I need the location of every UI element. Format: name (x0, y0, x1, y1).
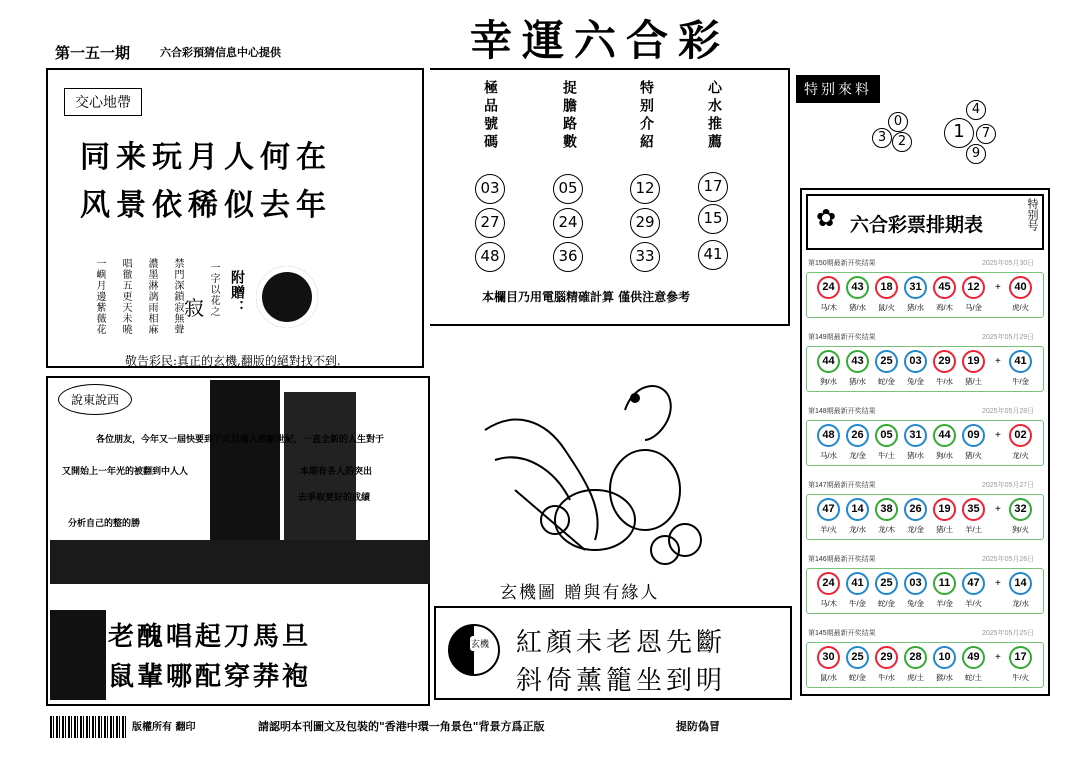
zodiac-label: 蛇/金 (848, 673, 867, 682)
result-ball: 31 (904, 276, 927, 299)
result-ball: 18 (875, 276, 898, 299)
result-ball: 29 (875, 646, 898, 669)
result-ball: 49 (962, 646, 985, 669)
city-image (50, 540, 430, 584)
scribble-line: 本期有各人的突出 (300, 467, 373, 477)
scribble-line: 又開始上一年光的被翻到中人人 (62, 467, 189, 477)
zodiac-label: 蛇/土 (964, 673, 983, 682)
zodiac-label: 羊/火 (964, 599, 983, 608)
zodiac-label: 猪/水 (848, 303, 867, 312)
zodiac-label: 马/水 (819, 451, 838, 460)
zodiac-label: 猪/土 (935, 525, 954, 534)
plus-sign: + (995, 578, 1001, 589)
plus-sign: + (995, 282, 1001, 293)
result-ball: 43 (846, 350, 869, 373)
notice-text: 敬告彩民:真正的玄機,翻版的絕對找不到. (125, 354, 341, 368)
result-title: 第146期最新开奖结果 (808, 556, 876, 563)
plus-sign: + (995, 652, 1001, 663)
number-circle: 24 (553, 208, 583, 238)
disclaimer: 本欄目乃用電腦精確計算 僅供注意參考 (482, 290, 691, 304)
zodiac-label: 马/金 (964, 303, 983, 312)
zodiac-label: 牛/水 (935, 377, 954, 386)
special-ball: 17 (1009, 646, 1032, 669)
zodiac-label: 龙/金 (848, 451, 867, 460)
number-circle: 15 (698, 204, 728, 234)
result-title: 第148期最新开奖结果 (808, 408, 876, 415)
special-digit: 7 (976, 124, 996, 144)
zodiac-label: 猴/水 (935, 673, 954, 682)
special-ball: 14 (1009, 572, 1032, 595)
frog-icon: ✿ (816, 204, 837, 232)
number-circle: 12 (630, 174, 660, 204)
scribble-line: 去爭取更好的成績 (298, 493, 371, 503)
result-ball: 19 (933, 498, 956, 521)
result-ball: 25 (875, 572, 898, 595)
result-date: 2025年05月29日 (982, 334, 1035, 341)
special-number-label: 特别号 (1026, 198, 1039, 231)
zodiac-label: 猪/水 (848, 377, 867, 386)
special-ball: 02 (1009, 424, 1032, 447)
result-ball: 35 (962, 498, 985, 521)
result-ball: 45 (933, 276, 956, 299)
zodiac-label: 猪/水 (906, 303, 925, 312)
result-ball: 47 (817, 498, 840, 521)
result-ball: 19 (962, 350, 985, 373)
result-ball: 12 (962, 276, 985, 299)
result-ball: 24 (817, 572, 840, 595)
zodiac-label: 狗/水 (935, 451, 954, 460)
one-char-hint: 一字以花之 (208, 262, 219, 317)
special-ball: 41 (1009, 350, 1032, 373)
result-ball: 10 (933, 646, 956, 669)
result-title: 第150期最新开奖结果 (808, 260, 876, 267)
zodiac-label: 牛/金 (1011, 377, 1030, 386)
old-poem-line-1: 老醜唱起刀馬旦 (108, 622, 312, 652)
col-heading-1: 極品號碼 (482, 80, 498, 152)
footer-warning: 提防偽冒 (676, 720, 720, 733)
zodiac-label: 鼠/水 (819, 673, 838, 682)
section-tag-heart: 交心地帶 (64, 88, 142, 116)
zodiac-label: 狗/水 (819, 377, 838, 386)
zodiac-label: 牛/土 (877, 451, 896, 460)
result-ball: 25 (875, 350, 898, 373)
result-row (806, 642, 1044, 688)
taiji-label: 玄機 (470, 636, 490, 651)
scribble-line: 分析自己的整的勝 (68, 519, 141, 529)
zodiac-label: 虎/火 (1011, 303, 1030, 312)
vegetable-pile-drawing (485, 386, 701, 564)
result-row (806, 420, 1044, 466)
result-row (806, 346, 1044, 392)
zodiac-label: 龙/木 (877, 525, 896, 534)
issue-number: 第一五一期 (55, 44, 131, 62)
result-row (806, 568, 1044, 614)
number-circle: 17 (698, 172, 728, 202)
plus-sign: + (995, 430, 1001, 441)
gift-char: 寂 (184, 296, 204, 320)
result-row (806, 272, 1044, 318)
result-ball: 31 (904, 424, 927, 447)
zodiac-label: 羊/金 (935, 599, 954, 608)
zodiac-label: 牛/金 (848, 599, 867, 608)
col-heading-4: 心水推薦 (706, 80, 722, 152)
result-ball: 11 (933, 572, 956, 595)
zodiac-label: 兔/金 (906, 599, 925, 608)
zodiac-label: 猪/土 (964, 377, 983, 386)
small-col-4: 一嶼月邊紫薇花 (94, 258, 105, 335)
special-digit: 0 (888, 112, 908, 132)
zodiac-label: 龙/金 (906, 525, 925, 534)
white-strip (88, 584, 428, 612)
zodiac-label: 牛/火 (1011, 673, 1030, 682)
result-title: 第145期最新开奖结果 (808, 630, 876, 637)
zodiac-label: 蛇/金 (877, 599, 896, 608)
special-digit: 2 (892, 132, 912, 152)
footer-notice: 請認明本刊圖文及包裝的"香港中環一角景色"背景方爲正版 (258, 720, 545, 733)
result-ball: 41 (846, 572, 869, 595)
small-col-2: 濃墨淋漓雨相麻 (146, 258, 157, 335)
plus-sign: + (995, 504, 1001, 515)
zodiac-label: 鼠/火 (877, 303, 896, 312)
special-ball: 40 (1009, 276, 1032, 299)
number-circle: 05 (553, 174, 583, 204)
result-ball: 26 (904, 498, 927, 521)
result-title: 第149期最新开奖结果 (808, 334, 876, 341)
zodiac-label: 龙/水 (1011, 599, 1030, 608)
number-circle: 48 (475, 242, 505, 272)
number-circle: 27 (475, 208, 505, 238)
bottom-poem-line-1: 紅顏未老恩先斷 (516, 628, 727, 658)
result-ball: 48 (817, 424, 840, 447)
zodiac-label: 猪/水 (906, 451, 925, 460)
result-ball: 24 (817, 276, 840, 299)
small-col-3: 唱徹五更天未曉 (120, 258, 131, 335)
zodiac-label: 猪/火 (964, 451, 983, 460)
result-title: 第147期最新开奖结果 (808, 482, 876, 489)
result-ball: 09 (962, 424, 985, 447)
result-ball: 44 (817, 350, 840, 373)
gift-label: 附贈： (229, 270, 245, 315)
zodiac-label: 龙/火 (1011, 451, 1030, 460)
zodiac-label: 虎/土 (906, 673, 925, 682)
zodiac-label: 马/木 (819, 303, 838, 312)
result-ball: 28 (904, 646, 927, 669)
result-ball: 14 (846, 498, 869, 521)
poem-line-2: 风景依稀似去年 (80, 188, 332, 223)
result-date: 2025年05月26日 (982, 556, 1035, 563)
special-label: 特别來料 (796, 75, 880, 103)
result-ball: 26 (846, 424, 869, 447)
zodiac-label: 鸡/木 (935, 303, 954, 312)
old-poem-line-2: 鼠輩哪配穿莽袍 (108, 662, 312, 692)
col-heading-3: 特别介紹 (638, 80, 654, 152)
result-ball: 05 (875, 424, 898, 447)
number-circle: 41 (698, 240, 728, 270)
number-circle: 03 (475, 174, 505, 204)
result-ball: 29 (933, 350, 956, 373)
bottom-poem-line-2: 斜倚薰籠坐到明 (516, 666, 727, 696)
result-date: 2025年05月25日 (982, 630, 1035, 637)
zodiac-label: 龙/水 (848, 525, 867, 534)
zodiac-label: 蛇/金 (877, 377, 896, 386)
result-ball: 30 (817, 646, 840, 669)
number-circle: 33 (630, 242, 660, 272)
special-digit: 9 (966, 144, 986, 164)
special-digit-main: 1 (944, 118, 974, 148)
special-digit: 4 (966, 100, 986, 120)
number-circle: 36 (553, 242, 583, 272)
col-heading-2: 捉膽路數 (561, 80, 577, 152)
vegetable-illustration (475, 370, 735, 570)
special-digit: 3 (872, 128, 892, 148)
page-title: 幸運六合彩 (470, 16, 731, 65)
illustration-caption: 玄機圖 贈與有緣人 (500, 583, 660, 603)
moon-image (256, 266, 318, 328)
plus-sign: + (995, 356, 1001, 367)
rights-text: 版權所有 翻印 (132, 722, 196, 733)
result-date: 2025年05月27日 (982, 482, 1035, 489)
provider-line: 六合彩預猜信息中心提供 (160, 46, 281, 59)
result-ball: 47 (962, 572, 985, 595)
results-table-header (806, 194, 1044, 250)
number-circle: 29 (630, 208, 660, 238)
result-ball: 44 (933, 424, 956, 447)
result-date: 2025年05月30日 (982, 260, 1035, 267)
result-row (806, 494, 1044, 540)
result-date: 2025年05月28日 (982, 408, 1035, 415)
zodiac-label: 马/木 (819, 599, 838, 608)
zodiac-label: 牛/水 (877, 673, 896, 682)
dark-block (50, 610, 106, 700)
result-ball: 03 (904, 350, 927, 373)
poem-line-1: 同来玩月人何在 (80, 140, 332, 175)
zodiac-label: 兔/金 (906, 377, 925, 386)
result-ball: 03 (904, 572, 927, 595)
section-tag-chat: 說東說西 (58, 384, 132, 415)
zodiac-label: 狗/火 (1011, 525, 1030, 534)
special-ball: 32 (1009, 498, 1032, 521)
zodiac-label: 羊/土 (964, 525, 983, 534)
result-ball: 25 (846, 646, 869, 669)
barcode (50, 716, 126, 738)
scribble-line: 各位朋友，今年又一屆快要到了元旦搶入的新世紀，一直全新的人生對于 (96, 435, 385, 445)
result-ball: 43 (846, 276, 869, 299)
result-ball: 38 (875, 498, 898, 521)
results-table-title: 六合彩票排期表 (850, 214, 984, 236)
zodiac-label: 羊/火 (819, 525, 838, 534)
small-col-1: 禁門深鎖寂無聲 (172, 258, 183, 335)
